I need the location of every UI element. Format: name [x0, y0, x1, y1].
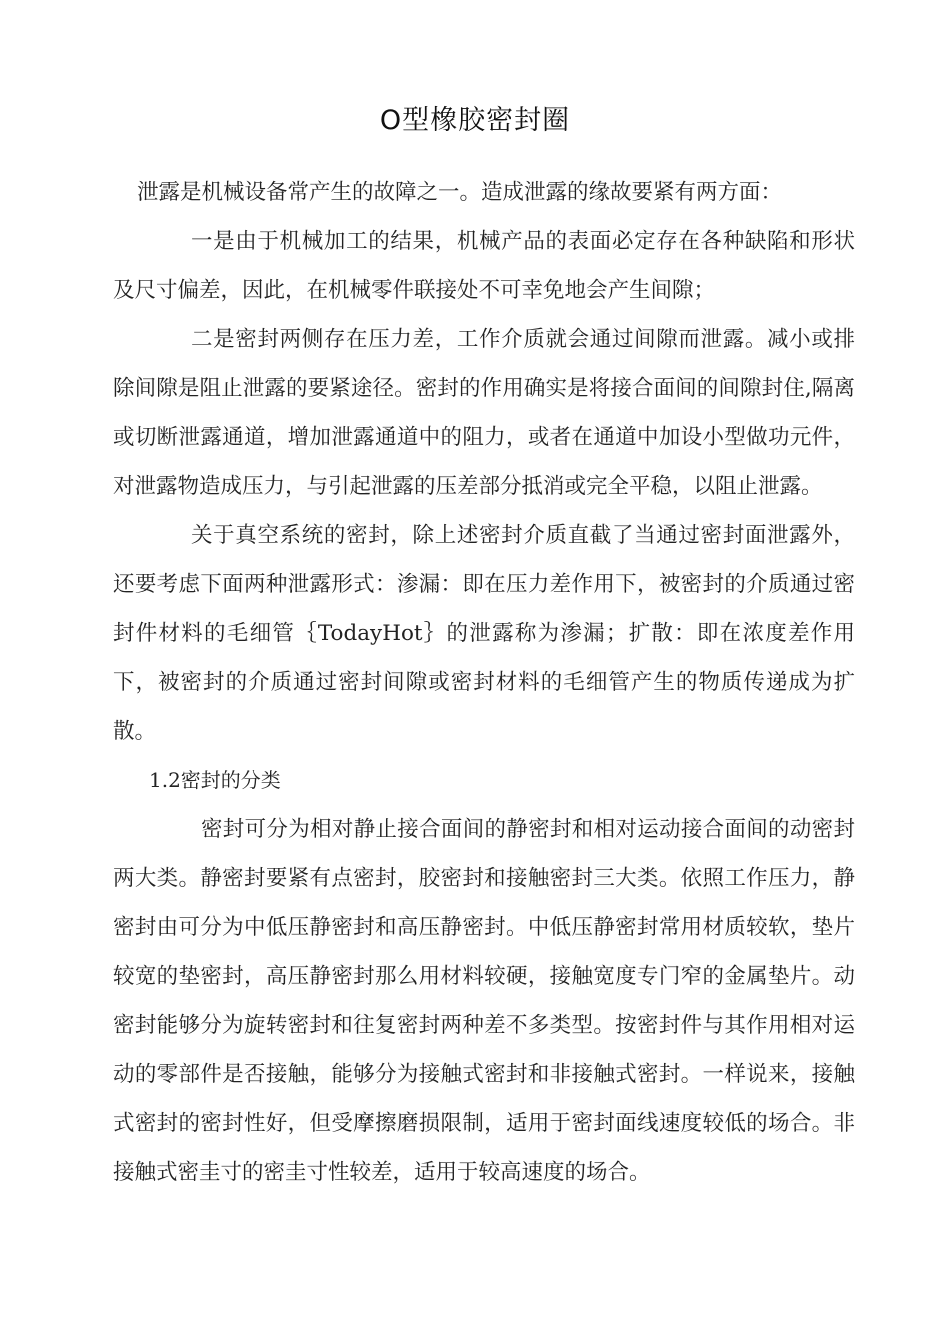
paragraph-cause-two: 二是密封两侧存在压力差，工作介质就会通过间隙而泄露。减小或排除间隙是阻止泄露的要紧途径。密封的作用确实是将接合面间的间隙封住,隔离或切断泄露通道，增加泄露通道中的阻力，或者在通道中加设小型做功元件，对泄露物造成压力，与引起泄露的压差部分抵消或完全平稳，以阻止泄露。	[113, 327, 855, 499]
paragraph-intro: 泄露是机械设备常产生的故障之一。造成泄露的缘故要紧有两方面：	[137, 180, 783, 205]
paragraph-classification: 密封可分为相对静止接合面间的静密封和相对运动接合面间的动密封两大类。静密封要紧有点密封，胶密封和接触密封三大类。依照工作压力，静密封由可分为中低压静密封和高压静密封。中低压静密封常用材质较软，垫片较宽的垫密封，高压静密封那么用材料较硬，接触宽度专门窄的金属垫片。动密封能够分为旋转密封和往复密封两种差不多类型。按密封件与其作用相对运动的零部件是否接触，能够分为接触式密封和非接触式密封。一样说来，接触式密封的密封性好，但受摩擦磨损限制，适用于密封面线速度较低的场合。非接触式密圭寸的密圭寸性较差，适用于较高速度的场合。	[113, 817, 855, 1185]
paragraph-cause-one: 一是由于机械加工的结果，机械产品的表面必定存在各种缺陷和形状及尺寸偏差，因此，在机械零件联接处不可幸免地会产生间隙；	[113, 229, 855, 303]
document-title: O型橡胶密封圈	[379, 105, 571, 136]
section-heading: 1.2密封的分类	[149, 768, 281, 792]
document-body	[113, 168, 855, 1197]
paragraph-vacuum-seal: 关于真空系统的密封，除上述密封介质直截了当通过密封面泄露外，还要考虑下面两种泄露形式：渗漏：即在压力差作用下，被密封的介质通过密封件材料的毛细管｛TodayHot｝的泄露称为渗漏；扩散：即在浓度差作用下，被密封的介质通过密封间隙或密封材料的毛细管产生的物质传递成为扩散。	[113, 523, 855, 744]
